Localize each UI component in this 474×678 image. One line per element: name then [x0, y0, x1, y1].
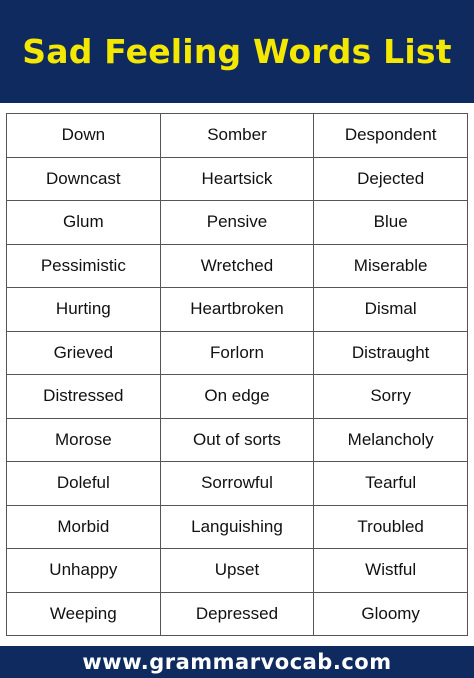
- table-row: [7, 462, 468, 506]
- table-row: [7, 244, 468, 288]
- table-row: [7, 418, 468, 462]
- word-cell: Grieved: [7, 331, 161, 375]
- word-cell: Down: [7, 114, 161, 158]
- word-cell: Distressed: [7, 375, 161, 419]
- table-row: [7, 549, 468, 593]
- table-row: [7, 505, 468, 549]
- word-cell: Sorrowful: [160, 462, 314, 506]
- word-cell: Troubled: [314, 505, 468, 549]
- word-cell: Dejected: [314, 157, 468, 201]
- word-cell: Doleful: [7, 462, 161, 506]
- word-cell: Glum: [7, 201, 161, 245]
- word-cell: Heartsick: [160, 157, 314, 201]
- word-cell: Heartbroken: [160, 288, 314, 332]
- table-row: [7, 288, 468, 332]
- word-table: [6, 113, 468, 636]
- page-title: Sad Feeling Words List: [22, 32, 452, 71]
- word-table-body: [7, 114, 468, 636]
- word-cell: Out of sorts: [160, 418, 314, 462]
- word-cell: Weeping: [7, 592, 161, 636]
- word-cell: Gloomy: [314, 592, 468, 636]
- footer-banner: [0, 646, 474, 678]
- word-cell: Hurting: [7, 288, 161, 332]
- table-row: [7, 375, 468, 419]
- word-cell: Dismal: [314, 288, 468, 332]
- word-cell: Sorry: [314, 375, 468, 419]
- word-cell: Upset: [160, 549, 314, 593]
- word-cell: Forlorn: [160, 331, 314, 375]
- word-cell: Wistful: [314, 549, 468, 593]
- word-cell: Melancholy: [314, 418, 468, 462]
- word-cell: Morose: [7, 418, 161, 462]
- word-cell: Depressed: [160, 592, 314, 636]
- word-cell: Tearful: [314, 462, 468, 506]
- word-table-container: [6, 113, 468, 636]
- footer-url: www.grammarvocab.com: [82, 650, 392, 674]
- table-row: [7, 201, 468, 245]
- word-cell: Languishing: [160, 505, 314, 549]
- word-cell: Despondent: [314, 114, 468, 158]
- word-cell: Downcast: [7, 157, 161, 201]
- word-cell: Wretched: [160, 244, 314, 288]
- word-cell: On edge: [160, 375, 314, 419]
- word-cell: Pessimistic: [7, 244, 161, 288]
- word-cell: Morbid: [7, 505, 161, 549]
- word-cell: Distraught: [314, 331, 468, 375]
- word-cell: Miserable: [314, 244, 468, 288]
- table-row: [7, 592, 468, 636]
- table-row: [7, 114, 468, 158]
- table-row: [7, 157, 468, 201]
- word-cell: Pensive: [160, 201, 314, 245]
- table-row: [7, 331, 468, 375]
- word-cell: Unhappy: [7, 549, 161, 593]
- word-cell: Somber: [160, 114, 314, 158]
- word-cell: Blue: [314, 201, 468, 245]
- title-banner: [0, 0, 474, 103]
